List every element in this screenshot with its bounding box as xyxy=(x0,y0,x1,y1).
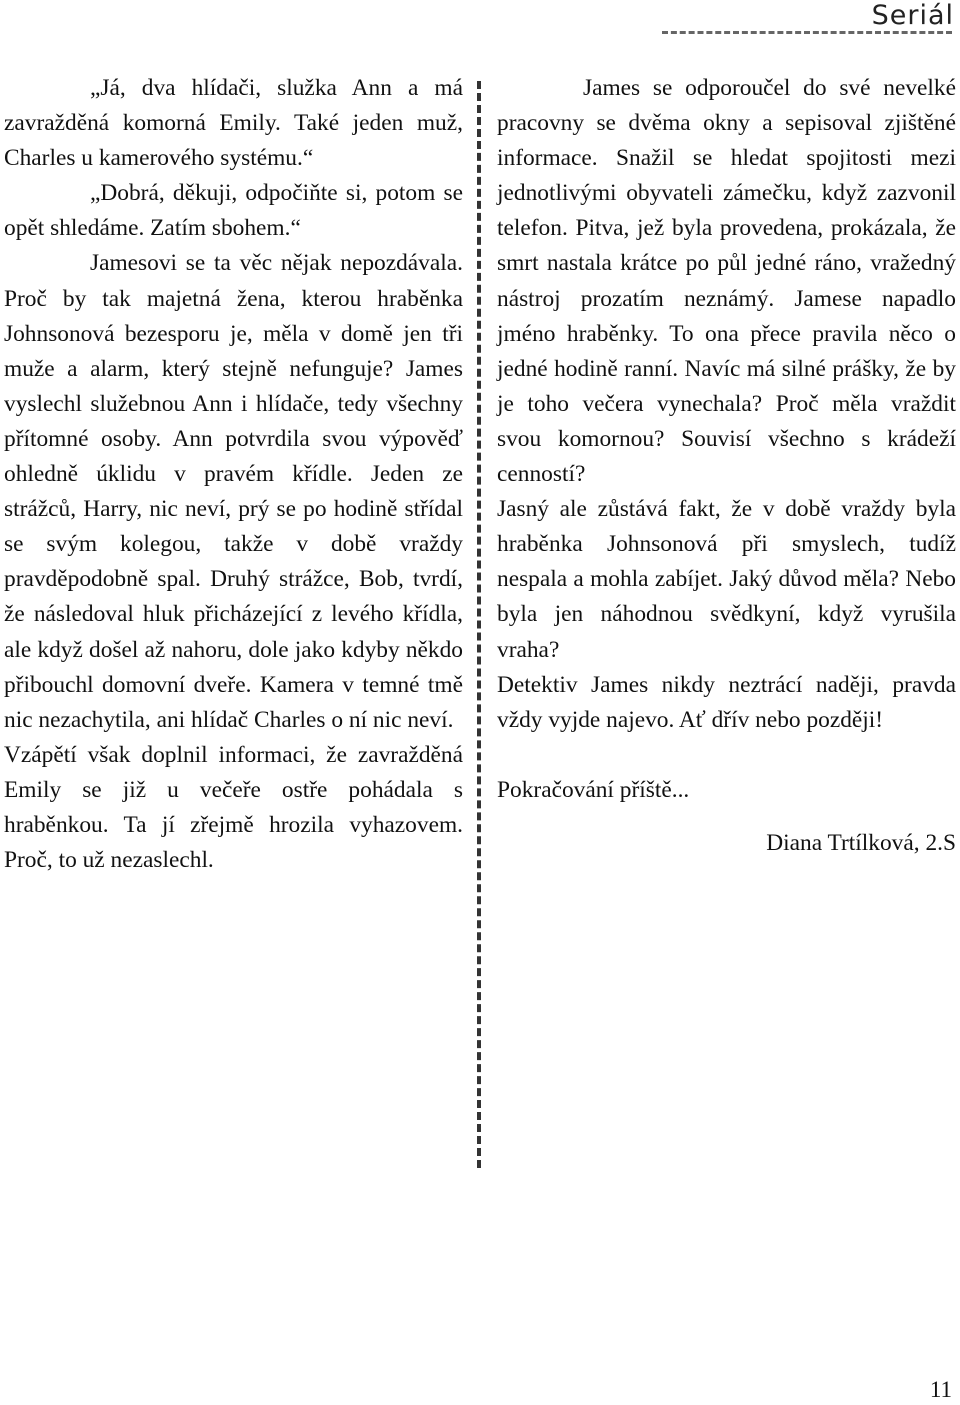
paragraph-dialogue-2: „Dobrá, děkuji, odpočiňte si, potom se opět shledáme. Zatím sbohem.“ xyxy=(4,180,463,242)
author-signature: Diana Trtílková, 2.S xyxy=(766,829,956,856)
continuation-note: Pokračování příště... xyxy=(497,776,690,803)
section-title: Seriál xyxy=(871,0,954,31)
paragraph-narration-3: James se odporoučel do své nevelké pracovny se dvěma okny a sepisoval zjištěné informace. Snažil se hledat spojitosti mezi jednotlivými obyvateli zámečku, když zazvonil telefon. Pitva, jež byla provedena, prokázala, že smrt nastala krátce po půl jedné ráno, vražedný nástroj prozatím neznámý. Jamese napadlo jméno hraběnky. To ona přece pravila něco o jedné hodině ranní. Navíc má silné prášky, že by je toho večera vynechala? Proč měla vraždit svou komornou? Souvisí všechno s krádeží cenností? xyxy=(497,75,956,488)
header-dashed-rule xyxy=(662,31,952,34)
paragraph-narration-1: Jamesovi se ta věc nějak nepozdávala. Proč by tak majetná žena, kterou hraběnka Johnsonová bezesporu je, měla v domě jen tři muže a alarm, který stejně nefunguje? James vyslechl služebnou Ann i hlídače, tedy všechny přítomné osoby. Ann potvrdila svou výpověď ohledně úklidu v pravém křídle. Jeden ze strážců, Harry, nic neví, prý se po hodině střídal se svým kolegou, takže v době vraždy pravděpodobně spal. Druhý strážce, Bob, tvrdí, že následoval hluk přicházející z levého křídla, ale když došel až nahoru, dole jako kdyby někdo přibouchl domovní dveře. Kamera v temné tmě nic nezachytila, ani hlídač Charles o ní nic neví. xyxy=(4,250,463,733)
column-divider xyxy=(477,81,481,1168)
page-number: 11 xyxy=(929,1377,952,1402)
spacer xyxy=(497,738,956,773)
paragraph-narration-5: Detektiv James nikdy neztrácí naději, pravda vždy vyjde najevo. Ať dřív nebo později! xyxy=(497,671,956,733)
paragraph-dialogue-1: „Já, dva hlídači, služka Ann a má zavražděná komorná Emily. Také jeden muž, Charles u kamerového systému.“ xyxy=(4,75,463,172)
paragraph-narration-2: Vzápětí však doplnil informaci, že zavražděná Emily se již u večeře ostře pohádala s hraběnkou. Ta jí zřejmě hrozila vyhazovem. Proč, to už nezaslechl. xyxy=(4,741,463,874)
right-column xyxy=(497,71,956,861)
left-column xyxy=(4,71,463,878)
paragraph-narration-4: Jasný ale zůstává fakt, že v době vraždy byla hraběnka Johnsonová při smyslech, tudíž nespala a mohla zabíjet. Jaký důvod měla? Nebo byla jen náhodnou svědkyní, když vyrušila vraha? xyxy=(497,496,956,663)
